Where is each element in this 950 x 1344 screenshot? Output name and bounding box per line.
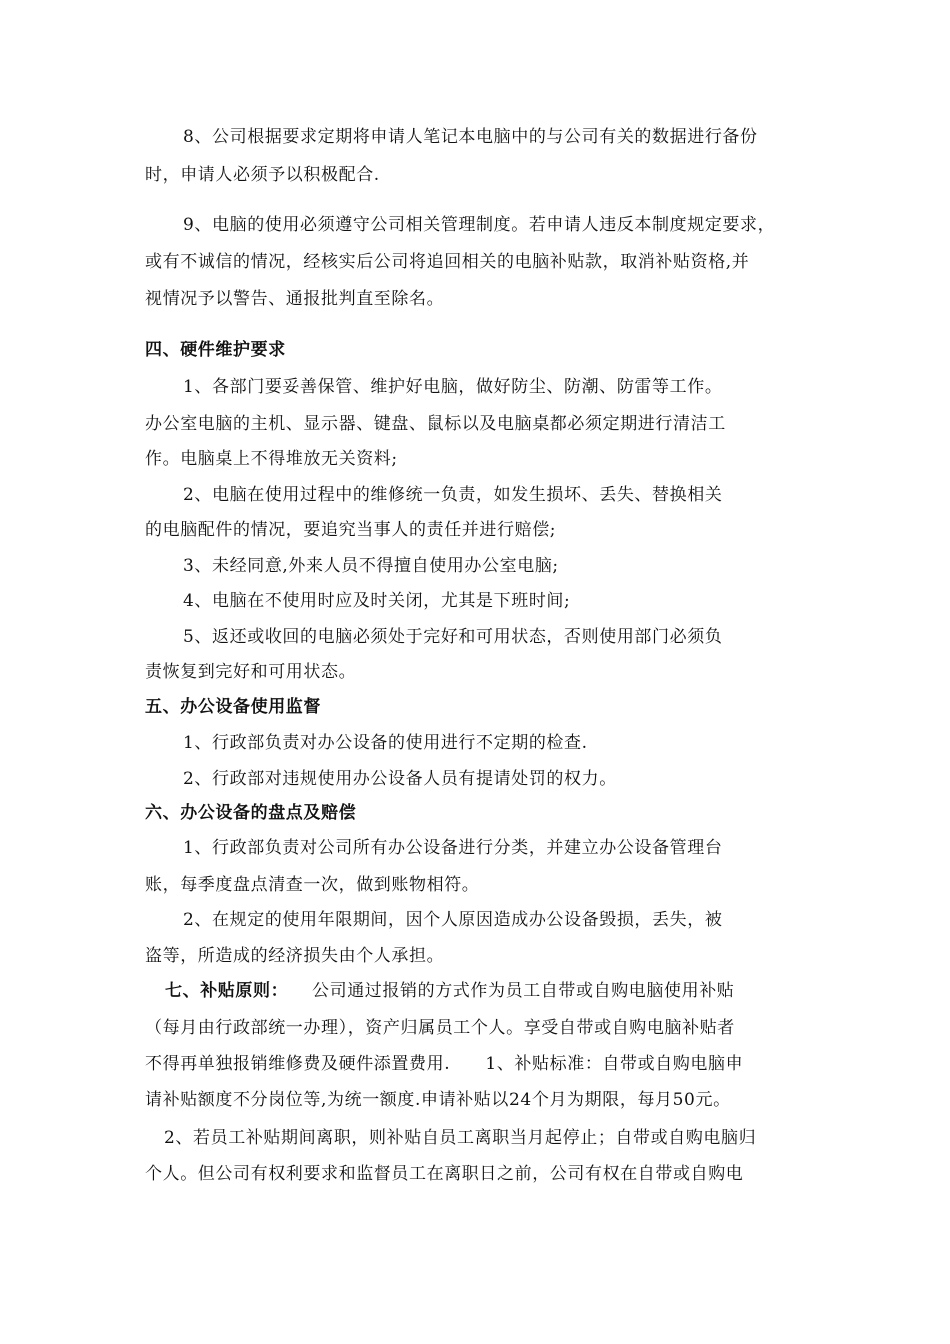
s7-item-2-line-2: 个人。但公司有权利要求和监督员工在离职日之前，公司有权在自带或自购电	[145, 1164, 744, 1184]
s7-line-4: 请补贴额度不分岗位等,为统一额度.申请补贴以24个月为期限，每月50元。	[145, 1090, 731, 1110]
s4-item-2-line-1: 2、电脑在使用过程中的维修统一负责，如发生损坏、丢失、替换相关	[183, 485, 723, 505]
para-8-line-2: 时，申请人必须予以积极配合.	[145, 165, 380, 185]
s7-line-1: 公司通过报销的方式作为员工自带或自购电脑使用补贴	[312, 981, 735, 1001]
section-6-heading: 六、办公设备的盘点及赔偿	[145, 803, 357, 823]
s4-item-3: 3、未经同意,外来人员不得擅自使用办公室电脑;	[183, 556, 559, 576]
s7-line-2: （每月由行政部统一办理），资产归属员工个人。享受自带或自购电脑补贴者	[145, 1018, 735, 1038]
s4-item-4: 4、电脑在不使用时应及时关闭，尤其是下班时间;	[183, 591, 571, 611]
section-7-heading: 七、补贴原则：	[165, 981, 289, 1001]
s4-item-1-line-2: 办公室电脑的主机、显示器、键盘、鼠标以及电脑桌都必须定期进行清洁工	[145, 414, 726, 434]
s6-item-1-line-1: 1、行政部负责对公司所有办公设备进行分类，并建立办公设备管理台	[183, 838, 723, 858]
para-9-line-1: 9、电脑的使用必须遵守公司相关管理制度。若申请人违反本制度规定要求，	[183, 215, 776, 235]
s7-item-2-line-1: 2、若员工补贴期间离职，则补贴自员工离职当月起停止；自带或自购电脑归	[164, 1128, 757, 1148]
section-5-heading: 五、办公设备使用监督	[145, 697, 321, 717]
s4-item-1-line-1: 1、各部门要妥善保管、维护好电脑，做好防尘、防潮、防雷等工作。	[183, 377, 723, 397]
s7-line-3: 不得再单独报销维修费及硬件添置费用. 1、补贴标准：自带或自购电脑申	[145, 1054, 744, 1074]
section-4-heading: 四、硬件维护要求	[145, 340, 286, 360]
para-9-line-3: 视情况予以警告、通报批判直至除名。	[145, 289, 445, 309]
para-8-line-1: 8、公司根据要求定期将申请人笔记本电脑中的与公司有关的数据进行备份	[183, 127, 758, 147]
s6-item-2-line-1: 2、在规定的使用年限期间，因个人原因造成办公设备毁损，丢失，被	[183, 910, 723, 930]
s4-item-5-line-1: 5、返还或收回的电脑必须处于完好和可用状态，否则使用部门必须负	[183, 627, 723, 647]
s4-item-5-line-2: 责恢复到完好和可用状态。	[145, 662, 357, 682]
s4-item-2-line-2: 的电脑配件的情况，要追究当事人的责任并进行赔偿;	[145, 520, 557, 540]
s6-item-1-line-2: 账，每季度盘点清查一次，做到账物相符。	[145, 875, 480, 895]
s5-item-1: 1、行政部负责对办公设备的使用进行不定期的检查.	[183, 733, 588, 753]
s6-item-2-line-2: 盗等，所造成的经济损失由个人承担。	[145, 946, 445, 966]
para-9-line-2: 或有不诚信的情况，经核实后公司将追回相关的电脑补贴款，取消补贴资格,并	[145, 252, 750, 272]
s4-item-1-line-3: 作。电脑桌上不得堆放无关资料;	[145, 449, 398, 469]
s5-item-2: 2、行政部对违规使用办公设备人员有提请处罚的权力。	[183, 769, 617, 789]
